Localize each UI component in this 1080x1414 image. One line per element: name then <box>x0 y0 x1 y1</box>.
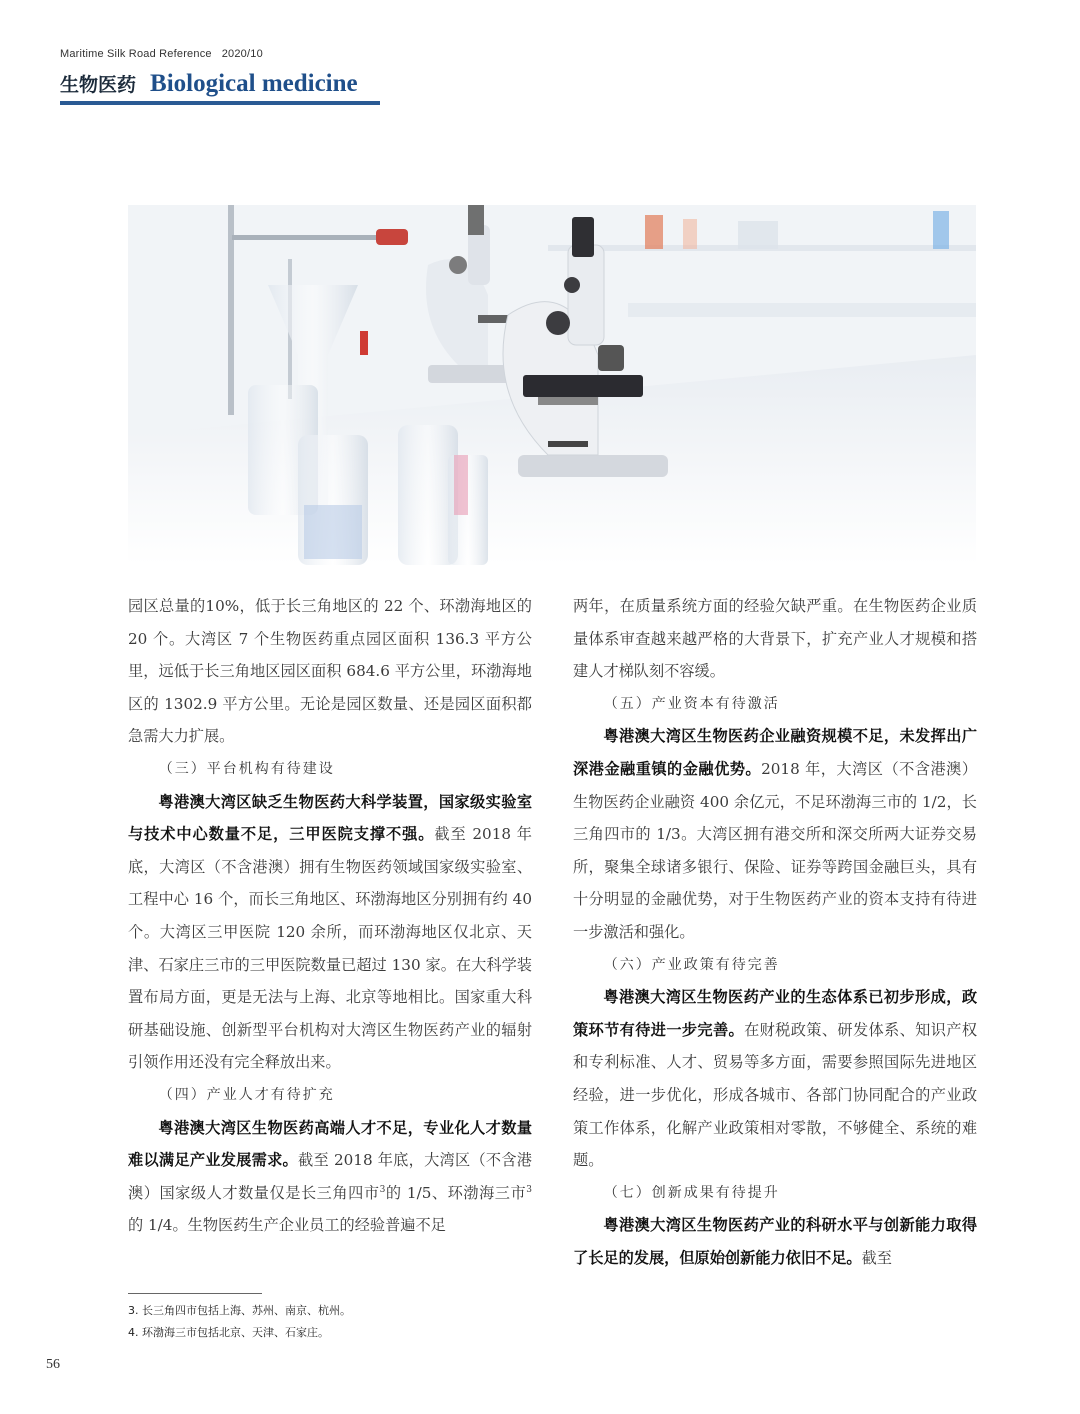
running-head <box>60 48 263 60</box>
lead-sentence: 粤港澳大湾区生物医药产业的生态体系已初步形成，政策环节有待进一步完善。 <box>573 988 977 1039</box>
footnote-3: 3. 长三角四市包括上海、苏州、南京、杭州。 <box>128 1304 351 1317</box>
footnote-4: 4. 环渤海三市包括北京、天津、石家庄。 <box>128 1326 329 1339</box>
lead-sentence: 粤港澳大湾区生物医药高端人才不足，专业化人才数量难以满足产业发展需求。 <box>128 1118 532 1170</box>
section-title-en: Biological medicine <box>150 70 358 97</box>
hero-lab-image <box>128 205 976 565</box>
paragraph-body: 2018 年，大湾区（不含港澳）生物医药企业融资 400 余亿元，不足环渤海三市的 1/2，长三角四市的 1/3。大湾区拥有港交所和深交所两大证券交易所，聚集全球诸多银行、保险、证券等跨国金融巨头，具有十分明显的金融优势，对于生物医药产业的资本支持有待进一步激活和强化。 <box>573 759 978 941</box>
paragraph-body: 在财税政策、研发体系、知识产权和专利标准、人才、贸易等多方面，需要参照国际先进地区经验，进一步优化，形成各城市、各部门协同配合的产业政策工作体系，化解产业政策相对零散，不够健全、系统的难题。 <box>573 1020 978 1170</box>
lead-sentence: 粤港澳大湾区生物医药企业融资规模不足，未发挥出广深港金融重镇的金融优势。 <box>573 727 977 778</box>
paragraph-body: 截至 2018 年底，大湾区（不含港澳）国家级人才数量仅是长三角四市 <box>128 1151 532 1202</box>
right-paragraph-1: 两年，在质量系统方面的经验欠缺严重。在生物医药企业质量体系审查越来越严格的大背景下，扩充产业人才规模和搭建人才梯队刻不容缓。 <box>573 597 977 681</box>
footnote-ref[interactable]: 3 <box>526 1184 532 1195</box>
issue-date: 2020/10 <box>221 48 263 60</box>
lead-sentence: 粤港澳大湾区生物医药产业的科研水平与创新能力取得了长足的发展，但原始创新能力依旧不足。 <box>573 1216 977 1267</box>
left-paragraph-1: 园区总量的10%，低于长三角地区的 22 个、环渤海地区的 20 个。大湾区 7 个生物医药重点园区面积 136.3 平方公里，远低于长三角地区园区面积 684.6 平方公里，环渤海地区的 1302.9 平方公里。无论是园区数量、还是园区面积都急需大力扩展。 <box>128 597 532 746</box>
lead-sentence: 粤港澳大湾区缺乏生物医药大科学装置，国家级实验室与技术中心数量不足，三甲医院支撑不强。 <box>128 792 532 844</box>
right-paragraph-2 <box>573 720 977 948</box>
subheading-3: （三）平台机构有待建设 <box>158 760 335 777</box>
footnotes <box>128 1300 351 1344</box>
left-paragraph-3 <box>128 1112 532 1242</box>
footnote-ref[interactable]: 3 <box>379 1184 386 1195</box>
right-column <box>573 590 977 1274</box>
subheading-4: （四）产业人才有待扩充 <box>158 1086 335 1103</box>
paragraph-body: 截至 <box>861 1248 892 1267</box>
subheading-7: （七）创新成果有待提升 <box>603 1184 780 1201</box>
page-number: 56 <box>46 1357 60 1372</box>
subheading-6: （六）产业政策有待完善 <box>603 956 780 973</box>
lab-illustration <box>128 205 976 565</box>
section-title <box>60 70 358 100</box>
left-paragraph-2 <box>128 786 532 1079</box>
paragraph-body: 的 1/5、环渤海三市 <box>385 1183 527 1202</box>
footnote-divider <box>128 1293 262 1294</box>
left-column <box>128 590 532 1242</box>
right-paragraph-3 <box>573 981 977 1177</box>
right-paragraph-4 <box>573 1209 977 1274</box>
title-underline <box>60 101 380 105</box>
journal-name: Maritime Silk Road Reference <box>60 48 212 60</box>
section-title-cn: 生物医药 <box>60 74 137 96</box>
paragraph-body: 截至 2018 年底，大湾区（不含港澳）拥有生物医药领域国家级实验室、工程中心 16 个，而长三角地区、环渤海地区分别拥有约 40 个。大湾区三甲医院 120 余所，而环渤海地区仅北京、天津、石家庄三市的三甲医院数量已超过 130 家。在大科学装置布局方面，更是无法与上海、北京等地相比。国家重大科研基础设施、创新型平台机构对大湾区生物医药产业的辐射引领作用还没有完全释放出来。 <box>128 825 532 1072</box>
subheading-5: （五）产业资本有待激活 <box>603 695 780 712</box>
paragraph-body: 的 1/4。生物医药生产企业员工的经验普遍不足 <box>128 1216 446 1235</box>
